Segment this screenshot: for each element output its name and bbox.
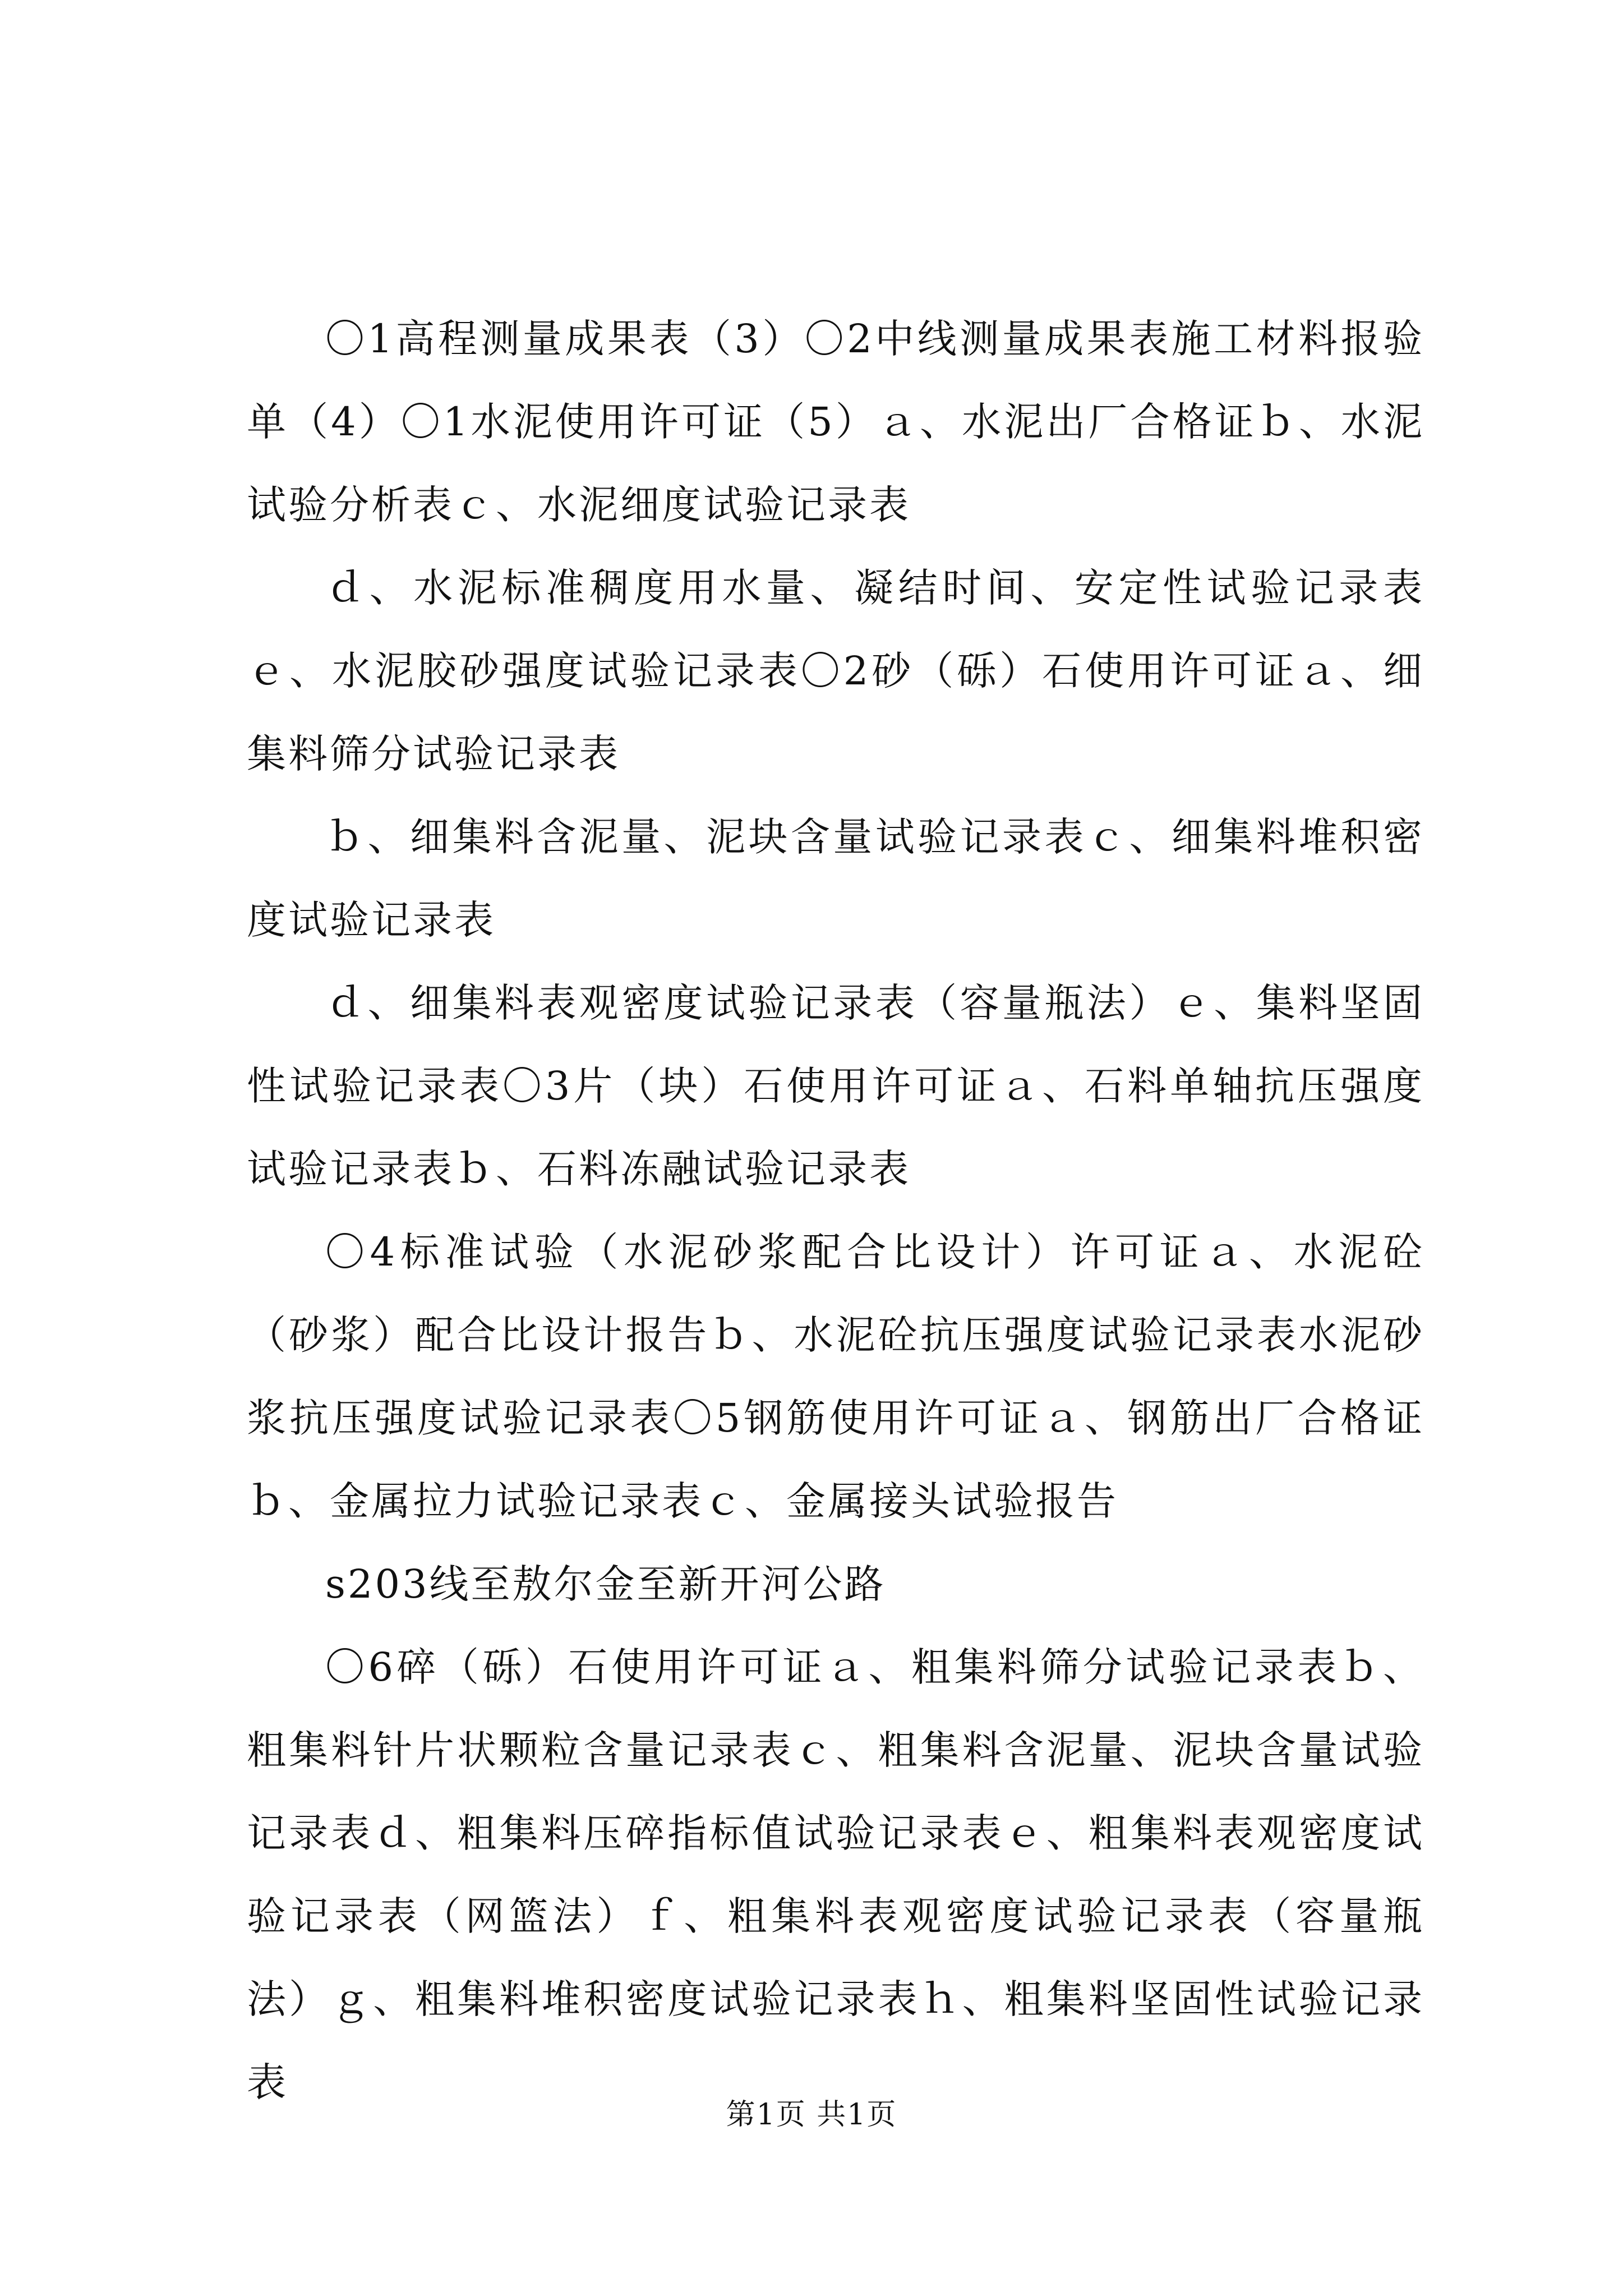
- paragraph-2: ｄ、水泥标准稠度用水量、凝结时间、安定性试验记录表ｅ、水泥胶砂强度试验记录表〇2砂（砾）石使用许可证ａ、细集料筛分试验记录表: [247, 565, 1424, 777]
- paragraph-5: 〇4标准试验（水泥砂浆配合比设计）许可证ａ、水泥砼（砂浆）配合比设计报告ｂ、水泥砼抗压强度试验记录表水泥砂浆抗压强度试验记录表〇5钢筋使用许可证ａ、钢筋出厂合格证ｂ、金属拉力试验记录表ｃ、金属接头试验报告: [247, 1229, 1424, 1524]
- paragraph-3: ｂ、细集料含泥量、泥块含量试验记录表ｃ、细集料堆积密度试验记录表: [247, 814, 1424, 943]
- paragraph-4: ｄ、细集料表观密度试验记录表（容量瓶法）ｅ、集料坚固性试验记录表〇3片（块）石使用许可证ａ、石料单轴抗压强度试验记录表ｂ、石料冻融试验记录表: [247, 980, 1424, 1192]
- page-footer: 第1页 共1页: [726, 2098, 897, 2132]
- paragraph-6: s203线至敖尔金至新开河公路: [325, 1561, 886, 1607]
- paragraph-1: 〇1高程测量成果表（3）〇2中线测量成果表施工材料报验单（4）〇1水泥使用许可证（5）ａ、水泥出厂合格证ｂ、水泥试验分析表ｃ、水泥细度试验记录表: [247, 316, 1424, 528]
- document-body: [247, 297, 1424, 2124]
- paragraph-7: 〇6碎（砾）石使用许可证ａ、粗集料筛分试验记录表ｂ、粗集料针片状颗粒含量记录表ｃ、粗集料含泥量、泥块含量试验记录表ｄ、粗集料压碎指标值试验记录表ｅ、粗集料表观密度试验记录表（网篮法）ｆ、粗集料表观密度试验记录表（容量瓶法）ｇ、粗集料堆积密度试验记录表ｈ、粗集料坚固性试验记录表: [247, 1644, 1424, 2105]
